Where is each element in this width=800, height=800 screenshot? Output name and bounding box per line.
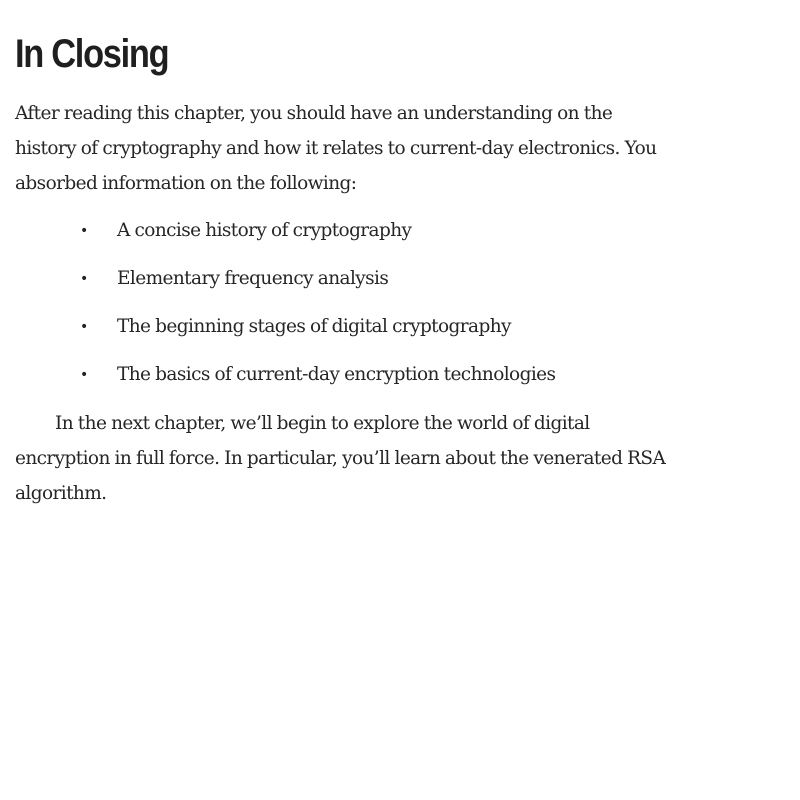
list-item-text: The basics of current-day encryption technologies	[117, 364, 556, 385]
bullet-icon: •	[80, 223, 88, 239]
section-heading: In Closing	[15, 32, 169, 76]
closing-paragraph	[15, 406, 795, 511]
bullet-icon: •	[80, 319, 88, 335]
intro-line: After reading this chapter, you should have an understanding on the	[15, 103, 613, 124]
list-item-text: The beginning stages of digital cryptography	[117, 316, 511, 337]
closing-line: In the next chapter, we’ll begin to explore the world of digital	[55, 413, 590, 434]
intro-paragraph	[15, 96, 795, 201]
closing-line: encryption in full force. In particular, you’ll learn about the venerated RSA	[15, 448, 666, 469]
topics-list	[0, 212, 800, 404]
closing-line: algorithm.	[15, 483, 107, 504]
list-item	[0, 212, 800, 260]
list-item	[0, 260, 800, 308]
list-item	[0, 308, 800, 356]
bullet-icon: •	[80, 367, 88, 383]
intro-line: history of cryptography and how it relates to current-day electronics. You	[15, 138, 657, 159]
list-item	[0, 356, 800, 404]
intro-line: absorbed information on the following:	[15, 173, 357, 194]
list-item-text: A concise history of cryptography	[117, 220, 412, 241]
bullet-icon: •	[80, 271, 88, 287]
list-item-text: Elementary frequency analysis	[117, 268, 389, 289]
